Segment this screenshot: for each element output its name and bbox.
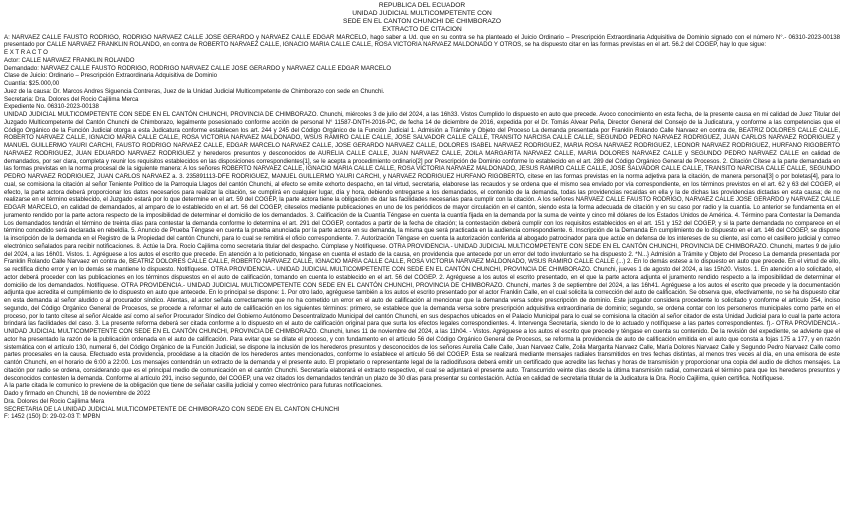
header-court: UNIDAD JUDICIAL MULTICOMPETENTE CON xyxy=(352,9,492,17)
header-seat: SEDE EN EL CANTON CHUNCHI DE CHIMBORAZO xyxy=(343,17,501,25)
field-clase: Clase de Juicio: Ordinario – Prescripción Extraordinaria Adquisitiva de Dominio xyxy=(4,72,218,80)
field-demandado: Demandado: NARVAEZ CALLE FAUSTO RODRIGO, RODRIGO NARVAEZ CALLE JOSE GERARDO y NARVAEZ CALLE EDGAR MARCELO xyxy=(4,64,391,72)
field-cuantia: Cuantía: $25.000,00 xyxy=(4,80,60,88)
signer-title: SECRETARIA DE LA UNIDAD JUDICIAL MULTICOMPETENTE DE CHIMBORAZO CON SEDE EN EL CANTON CHUNCHI xyxy=(4,405,340,413)
signer-name: Dra. Dolores del Rocio Cajilima Mera xyxy=(4,397,105,405)
closing-date: Dado y firmado en Chunchi, 18 de noviembre de 2022 xyxy=(4,390,151,398)
notice-header xyxy=(4,2,840,34)
body-text: UNIDAD JUDICIAL MULTICOMPETENTE CON SEDE EN EL CANTÓN CHUNCHI, PROVINCIA DE CHIMBORAZO. Chunchi, miércoles 3 de julio del 2024, a las 16h33. Vistos Cumplido lo dispuesto en auto que precede. Avoco conocimiento en esta fecha, de la presente causa en mi calidad de Juez Titular del Juzgado Multicompetente del Cantón Chunchi de Chimborazo, legalmente posesionado conforme acción de personal N° 11587-DNTH-2016-PC, de fecha 14 de diciembre de 2016, expedida por el Dr. Tomás Alvear Peña, Director General del Consejo de la Judicatura, y conforme a las competencias que el Código Orgánico de la Función Judicial otorga a esta Judicatura conforme establecen los art. 244 y 245 del Código Orgánico de la Función Judicial 1. Admisión a Trámite y Objeto del Proceso La demanda presentada por Franklin Rolando Calle Narvaez en contra de, BEATRIZ DOLORES CALLE CALLE, ROBERTO NARVAEZ CALLE, IGNACIO MARIA CALLE CALLE, ROSA VICTORIA NARVAEZ MALDONADO, WSUS RAMIRO CALLE CALLE, JOSE SALVADOR CALLE CALLE, TRANSITO NARCISA CALLE CALLE, SEGUNDO PEDRO NARVAEZ RODRIGUEZ, JUAN CARLOS NARVAEZ RODRIGUEZ y MANUEL GUILLERMO YAURI CARCHI, FAUSTO RODRIGO NARVAEZ CALLE, EDGAR MARCELO NARVAEZ CALLE, JOSE GERARDO NARVAEZ CALLE, DOLORES ISABEL NARVAEZ RODRIGUEZ, MARIA ROSA NARVAEZ RODRIGUEZ, LEONOR NARVAEZ RODRIGUEZ, HURFANO RIGOBERTO NARVAEZ RODRIGUEZ, JUAN EDUARDO NARVAEZ RODRIGUEZ y herederos presuntos y desconocidos de AURELIA CALLE CALLE, JUAN NARVAEZ CALLE, ZOILA MARGARITA NARVAEZ CALLE, MARIA DOLORES NARVAEZ CALLE y SEGUNDO PEDRO NARVAEZ CALLE en calidad de demandados, por ser clara, completa y reunir los requisitos establecidos en las disposiciones correspondientes[1], se le acepta a procedimiento ordinario[2] por Prescripción de Dominio conforme lo establecido en el art. 289 del Código Orgánico General de Procesos. 2. Citación Cítese a la parte demandada en las formas previstas en la norma procesal de la siguiente manera: A los señores ROBERTO NARVAEZ CALLE, IGNACIO MARIA CALLE CALLE, ROSA VICTORIA NARVAEZ MALDONADO, JESUS RAMIRO CALLE CALLE, JOSE SALVADOR CALLE CALLE, TRANSITO NARCISA CALLE CALLE, SEGUNDO PEDRO NARVAEZ RODRIGUEZ, JUAN CARLOS NARVAEZ a. 3. 235891113-DFE RODRIGUEZ, MANUEL GUILLERMO YAURI CARCHI, y NARVAEZ RODRIGUEZ HURFANO RIGOBERTO, cítese en las formas previstas en la norma adjetiva para la citación, de manera personal[3] o por boletas[4], para lo cual, se comisiona la citación al señor Teniente Político de la Parroquia Llagos del cantón Chunchi, al efecto se emite exhorto despacho, en tal virtud, secretaria, elaborese las recaudos y se ordena que el mismo sea enviado por vía correspondiente, en los términos previstos en el art. 62 y 63 del COGEP, el efecto, la parte actora deberá proporcionar los datos necesarios para realizar la citación, se cumplirá en cualquier lugar, día y hora, debiendo entregarse a los demandados, el contenido de la demanda, todas las providencias recaídas en ella y la de dichas las providencias dictadas en esta causa; de no realizarse en el término establecido, el Juzgado estará por lo que determine en el art. 59 del COGEP, la parte actora tiene la obligación de dar las facilidades necesarias para cumplir con la citación. A los señores NARVAEZ CALLE FAUSTO RODRIGO, NARVAEZ CALLE JOSE GERARDO y NARVAEZ CALLE EDGAR MARCELO, en calidad de demandados, al amparo de lo establecido en el art. 56 del COGEP, citeselos mediante publicaciones en uno de los periódicos de mayor circulación en el cantón, siendo esta la forma adecuada de citación y en su caso por radio y la cuantía. Lo anterior se fundamenta en el juramento rendido por la parte actora respecto de la imposibilidad de determinar el domicilio de los demandados. 3. Calificación de la Cuantía Téngase en cuenta la cuantía fijada en la demanda por la suma de veinte y cinco mil dólares de los Estados Unidos de América. 4. Término para Contestar la Demanda Los demandados tendrán el término de treinta días para contestar la demanda conforme lo determina el art. 291 del COGEP, contados a partir de la fecha de citación; la contestación deberá cumplir con los requisitos establecidos en el art. 151 y 152 del COGEP, y si la parte demandada no comparece en el término concedido será declarada en rebeldía. 5. Anuncio de Prueba Téngase en cuenta la prueba anunciada por la parte actora en su demanda, la misma que será practicada en la audiencia correspondiente. 6. Inscripción de la Demanda En cumplimiento de lo dispuesto en el art. 146 del COGEP, se dispone la inscripción de la demanda en el Registro de la Propiedad del cantón Chunchi, para lo cual se remitirá el oficio correspondiente. 7. Autorización Téngase en cuenta la autorización conferida al abogado patrocinador para que actúe en defensa de los intereses de su cliente, así como el casillero judicial y correo electrónico señalados para recibir notificaciones. 8. Actúe la Dra. Rocío Cajilima como secretaria titular del despacho. Cúmplase y Notifíquese. OTRA PROVIDENCIA.- UNIDAD JUDICIAL MULTICOMPETENTE CON SEDE EN EL CANTÓN CHUNCHI, PROVINCIA DE CHIMBORAZO. Chunchi, martes 9 de julio del 2024, a las 16h01. Vistos. 1. Agréguese a los autos el escrito que precede. En atención a lo peticionado, téngase en cuenta el estado de la causa, en providencia que antecede por un error del todo involuntario se ha dispuesto 2. *N...} Admisión a Trámite y Objeto del Proceso La demanda presentada por Franklin Rolando Calle Narvaez en contra de, BEATRIZ DOLORES CALLE CALLE, ROBERTO NARVAEZ CALLE, IGNACIO MARIA CALLE CALLE, ROSA VICTORIA NARVAEZ MALDONADO, WSUS RAMIRO CALLE CALLE (...) 2. En lo demás estese a lo dispuesto en auto que precede. En el virtud de ello, se rectifica dicho error y en lo demás se mantiene lo dispuesto. Notifíquese. OTRA PROVIDENCIA.- UNIDAD JUDICIAL MULTICOMPETENTE CON SEDE EN EL CANTÓN CHUNCHI, PROVINCIA DE CHIMBORAZO. Chunchi, jueves 1 de agosto del 2024, a las 15h20. Vistos. 1. En atención a lo solicitado, el actor deberá proceder con las publicaciones en los términos dispuestos en el auto de calificación, tomando en cuenta lo establecido en el art. 56 del COGEP. 2. Agréguese a los autos el escrito presentado, en el que la parte actora adjunta el juramento rendido respecto a la imposibilidad de determinar el domicilio de los demandados. Notifíquese. OTRA PROVIDENCIA.- UNIDAD JUDICIAL MULTICOMPETENTE CON SEDE EN EL CANTÓN CHUNCHI, PROVINCIA DE CHIMBORAZO. Chunchi, martes 3 de septiembre del 2024, a las 16h41. Agréguese a los autos el escrito que precede y la documentación adjunta que acredita el cumplimiento de lo dispuesto en auto que antecede. En lo principal se dispone: 1. Por otro lado, agréguese también a los autos el escrito presentado por el actor Franklin Calle, en el cual solicita la corrección del auto de calificación. Se observa que, efectivamente, no se ha dispuesto citar en esta demanda al señor aludido o al procurador síndico. Atentas, al actor señala correctamente que no ha cometido un error en el auto de calificación al mencionar que la demanda versa sobre prescripción de dominio. Este juzgador considera procedente lo solicitado y conforme el artículo 254, inciso segundo, del Código Orgánico General de Procesos, se procede a reformar el auto de calificación en los siguientes términos: primero, se establece que la demanda versa sobre prescripción adquisitiva extraordinaria de dominio; segundo, se ordena contar con los personeros municipales como parte en el proceso, por lo tanto cítese al señor Alcalde así como al señor Procurador Síndico del Gobierno Autónomo Descentralizado Municipal del cantón Chunchi, en sus despachos ubicados en el Palacio Municipal para lo cual se comisiona la citación al señor citador de esta Unidad Judicial para lo cual la parte actora brindará las facilidades del caso. 3. La presente reforma deberá ser citada conforme a lo dispuesto en el auto de calificación original para que surta los efectos legales correspondientes. 4. Intervenga Secretaría, siendo lo de lo actuado y notifíquese a las partes correspondientes. f).- OTRA PROVIDENCIA.- UNIDAD JUDICIAL MULTICOMPETENTE CON SEDE EN EL CANTÓN CHUNCHI, PROVINCIA DE CHIMBORAZO. Chunchi, lunes 11 de noviembre del 2024, a las 11h04. - Vistos. Agréguese a los autos el escrito que precede y téngase en cuenta su contenido. De la revisión del expediente, se advierte que el actor ha presentado la razón de la publicación ordenada en el auto de calificación. Para evitar que se dilate el proceso, y con fundamento en el artículo 56 del Código Orgánico General de Procesos, se reforma la providencia de auto de calificación emitida en el auto que consta a fojas 175 a 177, y en razón sistemática con el artículo 130, numeral 6, del Código Orgánico de la Función Judicial, se dispone la inclusión de los herederos presuntos y desconocidos de los señores Aurelia Calle Calle, Juan Narvaez Calle, Zoila Margarita Narvaez Calle, María Dolores Narvaez Calle y Segundo Pedro Narvaez Calle como partes procesales en la causa. Efectuado esta providencia, procédase a la citación de los herederos antes mencionados, conforme lo establece el artículo 56 del COGEP. Esta se realizará mediante mensajes radiales transmitidos en tres fechas distintas, al menos tres veces al día, en una emisora de este cantón Chunchi, en el horario de 6:00 a 22:00. Los mensajes contendrán un extracto de la demanda y el presente auto. El propietario o representante legal de la radiodifusora deberá emitir un certificado que acredite las fechas y horas de transmisión y proporcionar una copia del audio de dichos mensajes. La citación por radio se ordena, considerando que es el principal medio de comunicación en el cantón Chunchi. Secretaría elaborará el extracto respectivo, el cual se adjuntará el presente auto. Transcurrido veinte días desde la última transmisión radial, comenzará el término para que los herederos presuntos y desconocidos contesten la demanda. Conforme al artículo 291, inciso segundo, del COGEP, una vez citados los demandados tendrán un plazo de 30 días para presentar su contestación. Actúa en calidad de secretaria titular de la Judicatura la Dra. Rocío Cajilima, quien certifica. Notifíquese. xyxy=(4,111,840,382)
field-expediente: Expediente No. 06310-2023-00138 xyxy=(4,103,99,111)
field-secretaria: Secretaria: Dra. Dolores del Rocio Cajilima Merca xyxy=(4,95,139,103)
publication-code: F: 1452 (150) D: 29-02-03 T: MPBN xyxy=(4,413,101,421)
header-title: EXTRACTO DE CITACION xyxy=(382,25,462,33)
extracto-title: E X T R A C T O xyxy=(4,49,48,57)
field-actor: Actor: CALLE NARVAEZ FRANKLIN ROLANDO xyxy=(4,56,135,64)
field-juez: Juez de la causa: Dr. Marcos Andres Siguencia Contreras, Juez de la Unidad Judicial Multicompetente de Chimborazo con sede en Chunchi. xyxy=(4,87,385,95)
header-country: REPUBLICA DEL ECUADOR xyxy=(378,2,466,9)
closing-notice: A la parte citada le comunico lo previene de la obligación que tiene de señalar casilla judicial y correo electrónico para futuras notificaciones. xyxy=(4,382,383,390)
intro-paragraph: A: NARVAEZ CALLE FAUSTO RODRIGO, RODRIGO NARVAEZ CALLE JOSE GERARDO y NARVAEZ CALLE EDGAR MARCELO, hago saber a Ud. que en su contra se ha planteado el Juicio Ordinario – Prescripción Extraordinaria Adquisitiva de Dominio signado con el número N°.- 06310-2023-00138 presentado por CALLE NARVAEZ FRANKLIN ROLANDO, en contra de ROBERTO NARVAEZ CALLE, IGNACIO MARIA CALLE CALLE, ROSA VICTORIA NARVAEZ MALDONADO Y OTROS, se ha dispuesto citar en las formas previstas en el art. 56.2 del COGEP, hay lo que sigue: xyxy=(4,33,840,49)
